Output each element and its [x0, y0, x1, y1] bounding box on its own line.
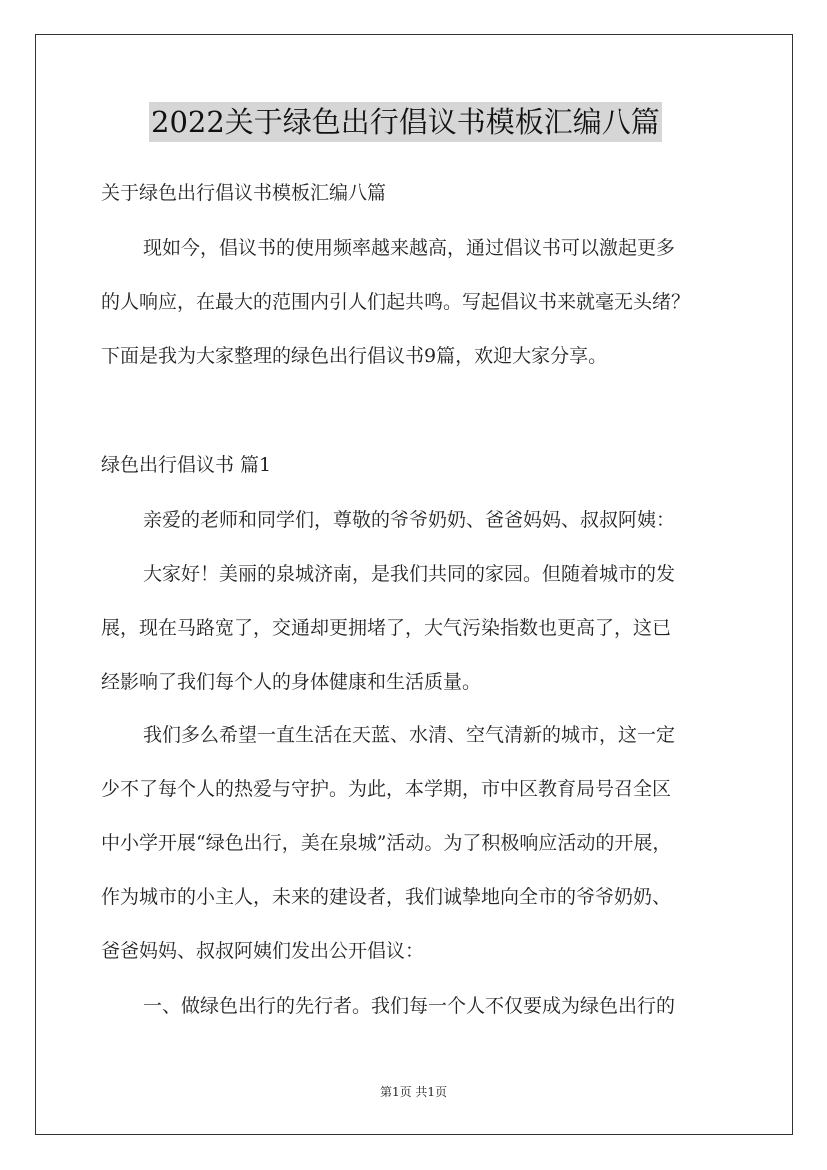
section-heading: 绿色出行倡议书 篇1 [101, 454, 272, 476]
paragraph-line: 现如今，倡议书的使用频率越来越高，通过倡议书可以激起更多 [143, 237, 676, 259]
paragraph-line: 经影响了我们每个人的身体健康和生活质量。 [101, 671, 482, 693]
paragraph-line: 作为城市的小主人，未来的建设者，我们诚挚地向全市的爷爷奶奶、 [101, 886, 672, 908]
paragraph-line: 中小学开展“绿色出行，美在泉城”活动。为了积极响应活动的开展， [101, 832, 672, 854]
paragraph-line: 我们多么希望一直生活在天蓝、水清、空气清新的城市，这一定 [143, 724, 676, 746]
paragraph-line: 的人响应，在最大的范围内引人们起共鸣。写起倡议书来就毫无头绪？ [101, 291, 691, 313]
paragraph-line: 大家好！美丽的泉城济南，是我们共同的家园。但随着城市的发 [143, 563, 676, 585]
paragraph-line: 展，现在马路宽了，交通却更拥堵了，大气污染指数也更高了，这已 [101, 617, 672, 639]
document-title: 2022关于绿色出行倡议书模板汇编八篇 [149, 102, 662, 142]
subtitle-line: 关于绿色出行倡议书模板汇编八篇 [101, 182, 387, 204]
page-footer: 第1页 共1页 [379, 1085, 448, 1099]
paragraph-line: 下面是我为大家整理的绿色出行倡议书9篇，欢迎大家分享。 [101, 345, 608, 367]
paragraph-line: 爸爸妈妈、叔叔阿姨们发出公开倡议： [101, 940, 425, 962]
paragraph-line: 一、做绿色出行的先行者。我们每一个人不仅要成为绿色出行的 [143, 995, 676, 1017]
paragraph-line: 亲爱的老师和同学们，尊敬的爷爷奶奶、爸爸妈妈、叔叔阿姨： [143, 509, 676, 531]
paragraph-line: 少不了每个人的热爱与守护。为此，本学期，市中区教育局号召全区 [101, 778, 672, 800]
